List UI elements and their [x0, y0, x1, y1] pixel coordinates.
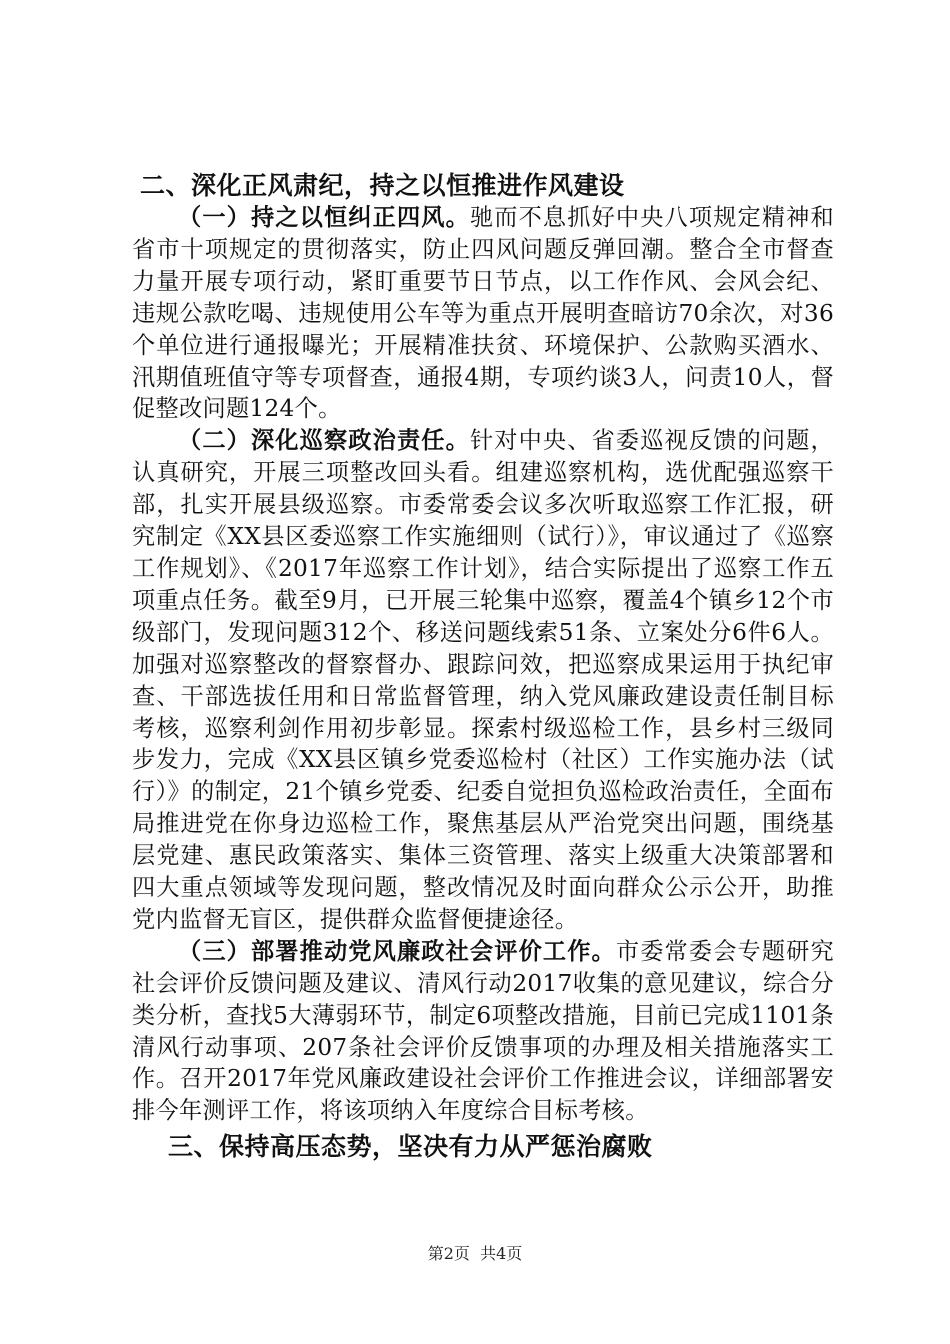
paragraph-1-body: 驰而不息抓好中央八项规定精神和省市十项规定的贯彻落实，防止四风问题反弹回潮。整合全市督查力量开展专项行动，紧盯重要节日节点，以工作作风、会风会纪、违规公款吃喝、违规使用公车等为重点开展明查暗访70余次，对36个单位进行通报曝光；开展精准扶贫、环境保护、公款购买酒水、汛期值班值守等专项督查，通报4期，专项约谈3人，问责10人，督促整改问题124个。 [132, 204, 835, 423]
page-number-label: 第2页 共4页 [427, 1244, 523, 1263]
paragraph-3-lead: （三）部署推动党风廉政社会评价工作。 [178, 937, 616, 965]
paragraph-3 [132, 936, 834, 1127]
paragraph-1 [132, 202, 834, 425]
section-heading-2: 二、深化正风肃纪，持之以恒推进作风建设 [140, 171, 625, 200]
document-page [132, 170, 834, 1163]
paragraph-3-body: 市委常委会专题研究社会评价反馈问题及建议、清风行动2017收集的意见建议，综合分类分析，查找5大薄弱环节，制定6项整改措施，目前已完成1101条清风行动事项、207条社会评价反馈事项的办理及相关措施落实工作。召开2017年党风廉政建设社会评价工作推进会议，详细部署安排今年测评工作，将该项纳入年度综合目标考核。 [132, 937, 834, 1125]
paragraph-2-lead: （二）深化巡察政治责任。 [178, 427, 470, 455]
section-heading-3: 三、保持高压态势，坚决有力从严惩治腐败 [168, 1132, 653, 1162]
paragraph-2 [132, 425, 834, 936]
paragraph-2-body: 针对中央、省委巡视反馈的问题，认真研究，开展三项整改回头看。组建巡察机构，选优配强巡察干部，扎实开展县级巡察。市委常委会议多次听取巡察工作汇报，研究制定《XX县区委巡察工作实施细则（试行）》，审议通过了《巡察工作规划》、《2017年巡察工作计划》，结合实际提出了巡察工作五项重点任务。截至9月，已开展三轮集中巡察，覆盖4个镇乡12个市级部门，发现问题312个、移送问题线索51条、立案处分6件6人。加强对巡察整改的督察督办、跟踪问效，把巡察成果运用于执纪审查、干部选拔任用和日常监督管理，纳入党风廉政建设责任制目标考核，巡察利剑作用初步彰显。探索村级巡检工作，县乡村三级同步发力，完成《XX县区镇乡党委巡检村（社区）工作实施办法（试行）》的制定，21个镇乡党委、纪委自觉担负巡检政治责任，全面布局推进党在你身边巡检工作，聚焦基层从严治党突出问题，围绕基层党建、惠民政策落实、集体三资管理、落实上级重大决策部署和四大重点领域等发现问题，整改情况及时面向群众公示公开，助推党内监督无盲区，提供群众监督便捷途径。 [132, 427, 835, 933]
paragraph-1-lead: （一）持之以恒纠正四风。 [178, 204, 470, 231]
page-footer [0, 1241, 950, 1264]
